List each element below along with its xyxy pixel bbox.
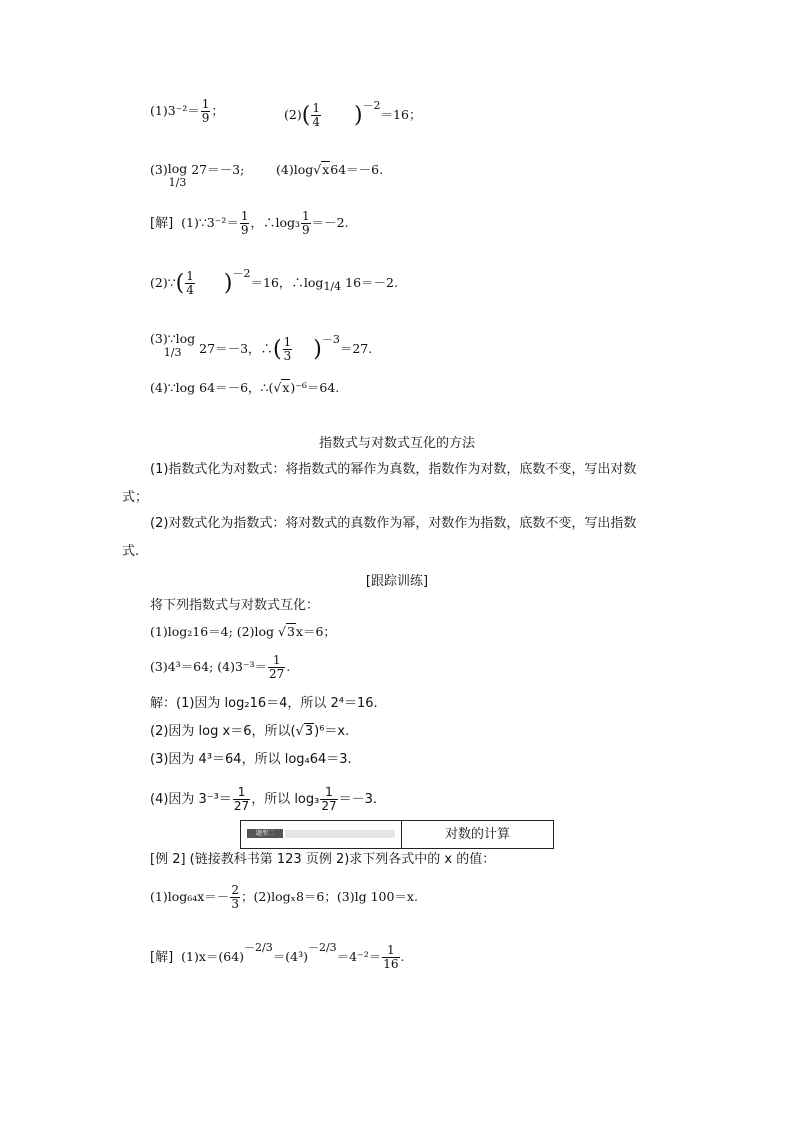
expr: (3)∵log	[150, 331, 196, 346]
expr: )⁻⁶＝64.	[290, 380, 340, 395]
left-paren: (	[301, 102, 311, 128]
expr: 3⁻²＝	[167, 103, 200, 118]
exponent: －2	[362, 99, 381, 112]
fraction	[320, 786, 337, 813]
banner-bar	[285, 830, 395, 838]
denominator: 27	[233, 799, 250, 813]
practice-a2: (2)因为 log x＝6，所以(√3)⁶＝x.	[150, 724, 350, 739]
fraction	[233, 786, 250, 813]
radicand: 3	[304, 724, 314, 739]
solution-1	[150, 210, 349, 237]
expr: ＝－3.	[338, 792, 378, 807]
expr: .	[286, 659, 291, 674]
radicand: x	[282, 380, 290, 395]
numerator: 1	[382, 944, 399, 958]
fraction	[301, 210, 311, 237]
expr: 27＝－3，∴	[195, 341, 274, 356]
denominator: 16	[383, 957, 399, 971]
method-title: 指数式与对数式互化的方法	[318, 436, 475, 451]
banner-tag: 题型二	[247, 829, 283, 838]
tail: ；	[211, 103, 224, 118]
problem-3	[150, 162, 244, 190]
log-base-group	[323, 266, 341, 294]
solution-2	[150, 266, 398, 297]
example2-head: [例 2] (链接教科书第 123 页例 2)求下列各式中的 x 的值：	[150, 852, 496, 867]
log-with-base	[168, 162, 188, 190]
practice-a3: (3)因为 4³＝64，所以 log₄64＝3.	[150, 752, 352, 767]
expr: (2)∵	[150, 275, 176, 290]
radicand: 3	[286, 624, 295, 639]
log-base: 1/3	[168, 176, 187, 189]
expr: ；(2)logₓ8＝6；(3)lg 100＝x.	[240, 889, 418, 904]
expr: (3)4³＝64; (4)3⁻³＝	[150, 659, 268, 674]
practice-a4	[150, 786, 377, 813]
denominator: 4	[312, 115, 320, 129]
numerator: 1	[320, 786, 337, 800]
denominator: 27	[321, 799, 337, 813]
solution-4: (4)∵log 64＝－6，∴(√x)⁻⁶＝64.	[150, 380, 340, 395]
fraction	[311, 102, 321, 129]
tail: ＝16；	[380, 107, 422, 122]
denominator: 27	[269, 667, 285, 681]
right-paren: )	[353, 102, 363, 128]
label: (2)	[284, 107, 302, 122]
expr: ＝4⁻²＝	[336, 949, 382, 964]
expr: (4)∵log 64＝－6，∴(	[150, 380, 274, 395]
log-base: 1/3	[163, 346, 182, 359]
fraction	[382, 944, 399, 971]
denominator: 4	[186, 283, 194, 297]
problem-2	[284, 98, 421, 129]
method-line-2b: 式.	[122, 544, 140, 559]
fraction: $\frac{1}{3}$	[283, 335, 292, 363]
method-line-1: (1)指数式化为对数式：将指数式的幂作为真数，指数作为对数，底数不变，写出对数	[150, 462, 637, 477]
expr: 64＝－6.	[330, 162, 384, 177]
fraction	[185, 270, 195, 297]
expr: (1)∵3⁻²＝	[181, 215, 239, 230]
numerator: 1	[201, 97, 210, 111]
banner-left	[241, 821, 402, 848]
log: log	[293, 162, 314, 177]
expr: 16＝－2.	[341, 275, 398, 290]
expr: 27＝－3;	[187, 162, 245, 177]
label: (1)	[150, 103, 168, 118]
solution-tag: [解]	[150, 950, 174, 965]
expr: (4)因为 3⁻³＝	[150, 792, 232, 807]
left-paren: (	[175, 270, 185, 296]
log-with-base	[150, 332, 195, 360]
denominator: 9	[240, 223, 249, 237]
numerator: 2	[231, 883, 239, 897]
log: log	[167, 161, 188, 176]
left-paren: (	[273, 336, 282, 362]
expr: (1)log₆₄x＝－	[150, 889, 230, 904]
exponent: －2/3	[244, 941, 273, 954]
solution-3	[150, 332, 372, 363]
banner-title: 对数的计算	[444, 827, 510, 842]
expr: (1)log₂16＝4; (2)log	[150, 624, 278, 639]
exponent: －2	[232, 267, 251, 280]
expr: ＝(4³)	[272, 949, 308, 964]
practice-intro: 将下列指数式与对数式互化：	[150, 598, 320, 613]
radicand: x	[322, 162, 330, 177]
log-base: 1/4	[323, 280, 342, 293]
right-paren: )	[313, 336, 322, 362]
solution-tag: [解]	[150, 216, 174, 231]
label: (4)	[276, 162, 294, 177]
numerator: 1	[186, 269, 194, 283]
expr: )⁶＝x.	[314, 724, 350, 739]
expr: (2)因为 log x＝6，所以(	[150, 724, 296, 739]
right-paren: )	[223, 270, 233, 296]
exponent: －2/3	[307, 941, 337, 954]
expr: (1)x＝(64)	[181, 949, 245, 964]
expr: ，∴log₃	[250, 215, 301, 230]
expr: ，所以 log₃	[251, 792, 320, 807]
example2-items	[150, 884, 418, 911]
problem-1	[150, 98, 224, 125]
numerator: 1	[233, 786, 250, 800]
exponent: －3	[321, 333, 340, 346]
practice-q12: (1)log₂16＝4; (2)log √3x＝6；	[150, 624, 336, 639]
section-banner	[240, 820, 554, 849]
practice-q34	[150, 654, 290, 681]
expr: ＝16，∴log	[250, 275, 324, 290]
numerator: 1	[240, 209, 249, 223]
method-line-1b: 式；	[122, 490, 149, 505]
expr: x＝6；	[295, 624, 336, 639]
practice-a1: 解：(1)因为 log₂16＝4，所以 2⁴＝16.	[150, 696, 378, 711]
fraction	[230, 884, 240, 911]
denominator: 3	[231, 897, 239, 911]
example2-solution	[150, 940, 404, 971]
fraction	[240, 210, 250, 237]
numerator: 1	[312, 101, 320, 115]
practice-title: [跟踪训练]	[365, 574, 429, 589]
denominator: 9	[302, 223, 310, 237]
expr: ＝－2.	[311, 215, 349, 230]
numerator: 1	[268, 654, 285, 668]
label: (3)	[150, 162, 168, 177]
method-line-2: (2)对数式化为指数式：将对数式的真数作为幂，对数作为指数，底数不变，写出指数	[150, 516, 637, 531]
problem-4: (4)log√x64＝－6.	[276, 162, 384, 177]
fraction	[268, 654, 285, 681]
denominator: 9	[201, 111, 210, 125]
fraction	[201, 98, 211, 125]
numerator: 1	[302, 209, 310, 223]
expr: ＝27.	[339, 341, 373, 356]
expr: .	[400, 949, 405, 964]
